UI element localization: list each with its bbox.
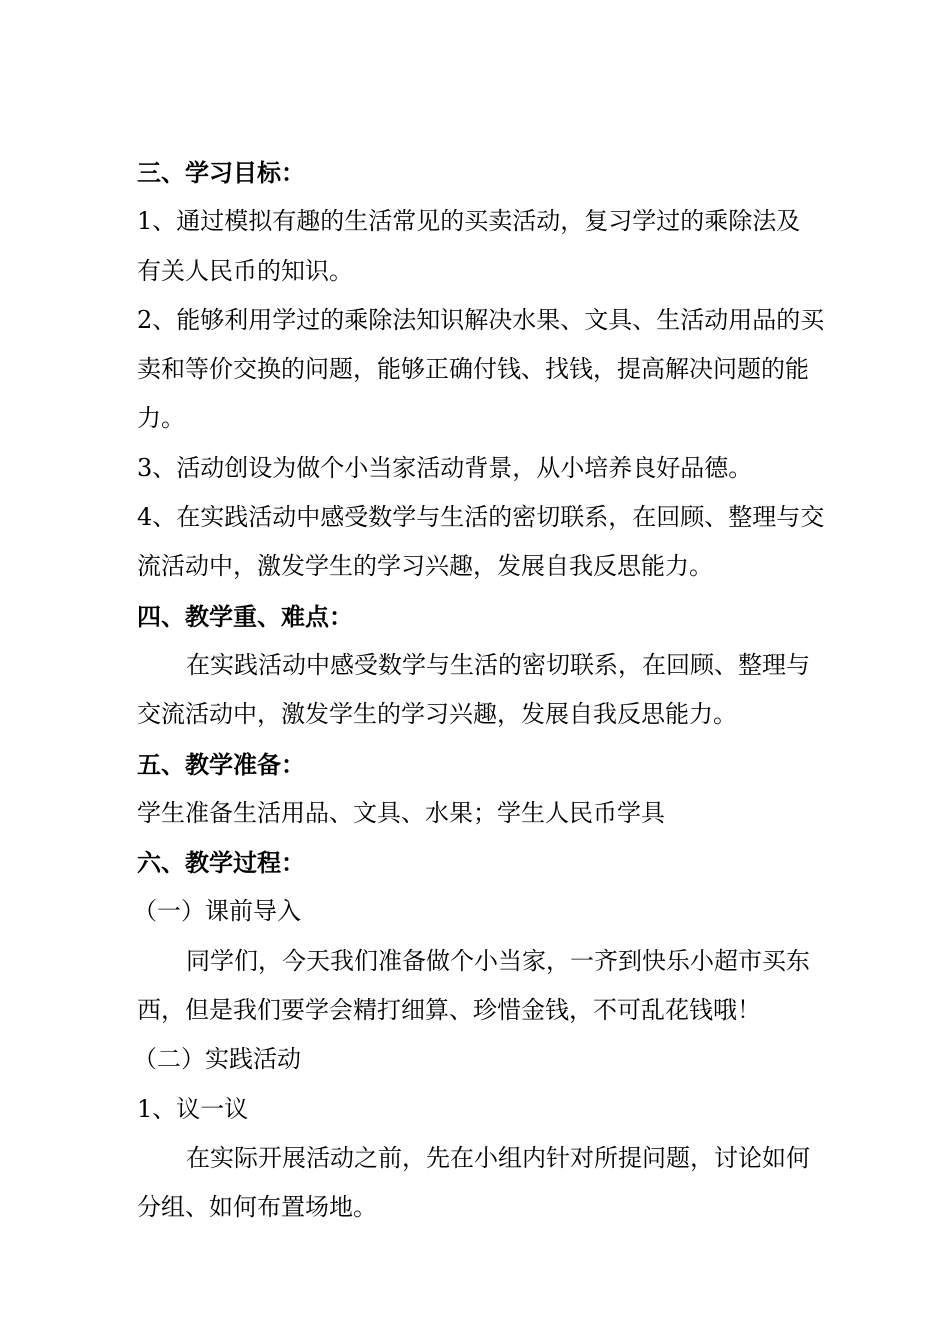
- section-heading-learning-goals: 三、学习目标：: [137, 158, 305, 187]
- practice-item-1-line-1: 在实际开展活动之前，先在小组内针对所提问题，讨论如何: [186, 1143, 810, 1172]
- intro-line-1: 同学们，今天我们准备做个小当家，一齐到快乐小超市买东: [186, 946, 810, 975]
- goal-1-line-2: 有关人民币的知识。: [137, 256, 353, 285]
- section-heading-process: 六、教学过程：: [137, 848, 305, 878]
- goal-1-line-1: 1、通过模拟有趣的生活常见的买卖活动，复习学过的乘除法及: [137, 207, 801, 236]
- section-heading-key-points: 四、教学重、难点：: [137, 601, 353, 631]
- key-points-line-2: 交流活动中，激发学生的学习兴趣，发展自我反思能力。: [137, 700, 737, 729]
- key-points-line-1: 在实践活动中感受数学与生活的密切联系，在回顾、整理与: [186, 650, 810, 679]
- goal-2-line-2: 卖和等价交换的问题，能够正确付钱、找钱，提高解决问题的能: [137, 355, 809, 384]
- intro-line-2: 西，但是我们要学会精打细算、珍惜金钱，不可乱花钱哦！: [137, 996, 761, 1025]
- practice-item-1-heading: 1、议一议: [137, 1094, 249, 1123]
- section-heading-preparation: 五、教学准备：: [137, 749, 305, 779]
- goal-3-line-1: 3、活动创设为做个小当家活动背景，从小培养良好品德。: [137, 453, 753, 482]
- preparation-text: 学生准备生活用品、文具、水果；学生人民币学具: [137, 798, 665, 827]
- subsection-practice-heading: （二）实践活动: [133, 1045, 301, 1074]
- goal-2-line-1: 2、能够利用学过的乘除法知识解决水果、文具、生活动用品的买: [137, 305, 825, 334]
- practice-item-1-line-2: 分组、如何布置场地。: [137, 1193, 377, 1222]
- goal-4-line-2: 流活动中，激发学生的学习兴趣，发展自我反思能力。: [137, 552, 713, 581]
- goal-4-line-1: 4、在实践活动中感受数学与生活的密切联系，在回顾、整理与交: [137, 503, 825, 532]
- subsection-intro-heading: （一）课前导入: [133, 897, 301, 926]
- document-page: [133, 148, 839, 1233]
- goal-2-line-3: 力。: [137, 404, 185, 433]
